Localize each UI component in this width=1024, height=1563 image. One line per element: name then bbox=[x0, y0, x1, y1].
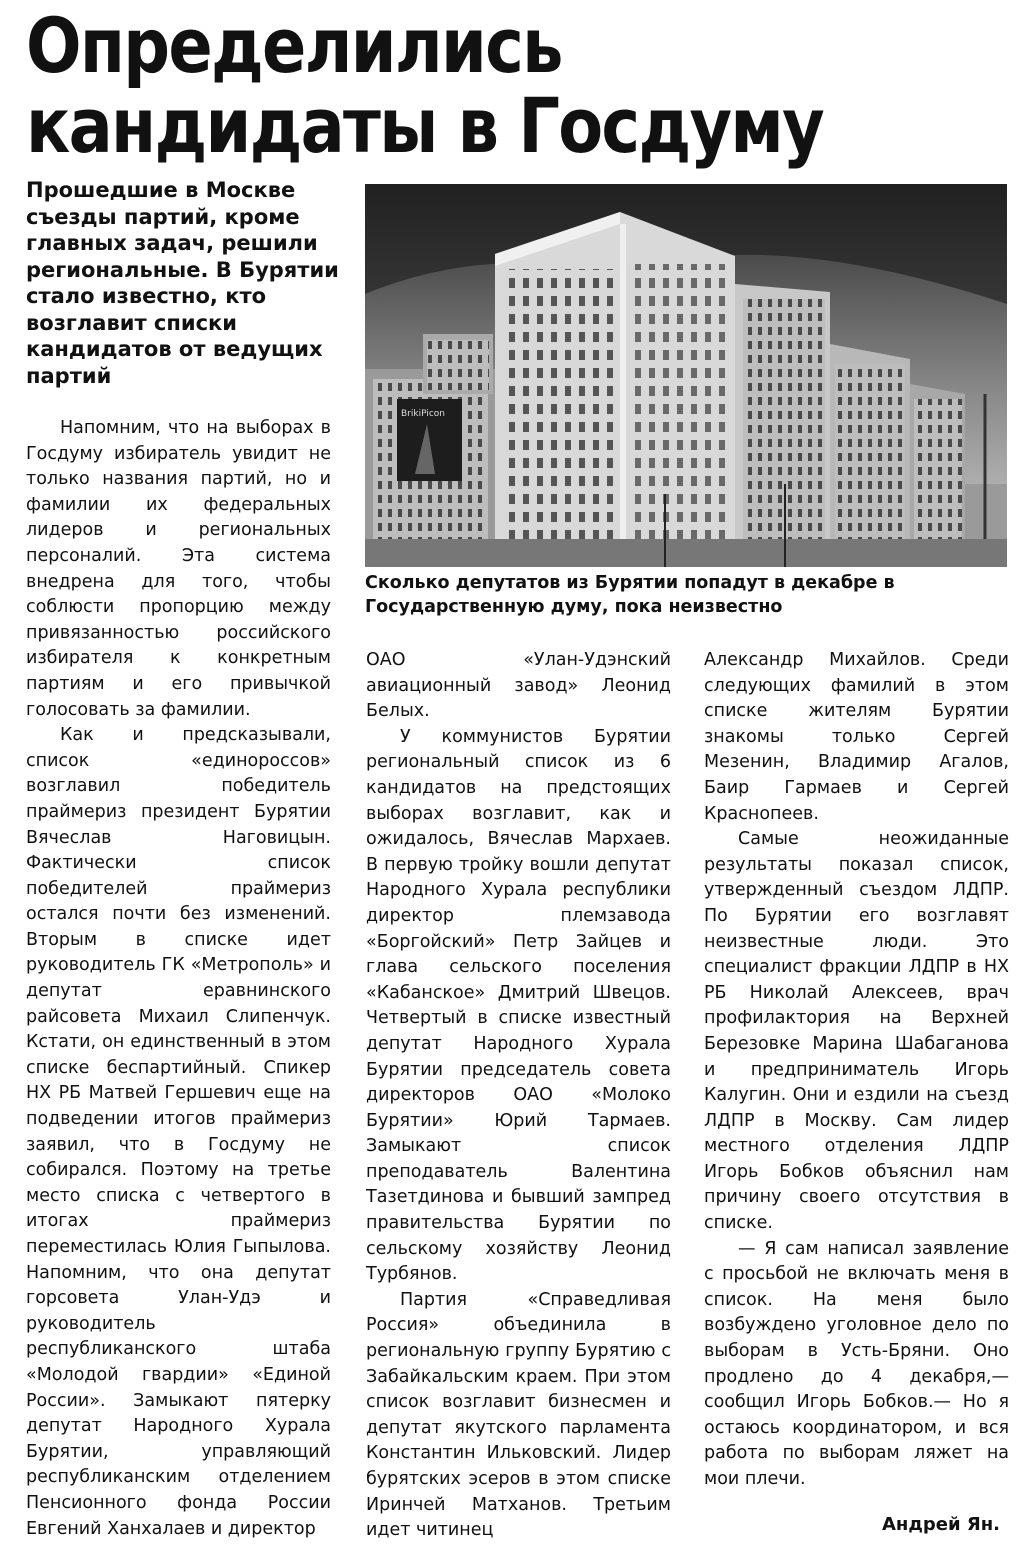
paragraph: Как и предсказывали, список «единороссов» возглавил победитель праймериз президент Бурятии Вячеслав Наговицын. Фактически список победителей праймериз остался почти без изменений. Вторым в списке идет руководитель ГК «Метрополь» и депутат еравнинского райсовета Михаил Слипенчук. Кстати, он единственный в этом списке беспартийный. Спикер НХ РБ Матвей Гершевич еще на подведении итогов праймериз заявил, что в Госдуму не собирался. Поэтому на третье место списка с четвертого в итогах праймериз переместилась Юлия Гыпылова. Напомним, что она депутат горсовета Улан-Удэ и руководитель республиканского штаба «Молодой гвардии» «Единой России». Замыкают пятерку депутат Народного Хурала Бурятии, управляющий республиканским отделением Пенсионного фонда России Евгений Ханхалаев и директор bbox=[26, 725, 331, 1539]
paragraph: У коммунистов Бурятии региональный список из 6 кандидатов на предстоящих выборах возглавит, как и ожидалось, Вячеслав Мархаев. В первую тройку вошли депутат Народного Хурала республики директор племзавода «Боргойский» Петр Зайцев и глава сельского поселения «Кабанское» Дмитрий Швецов. Четвертый в списке известный депутат Народного Хурала Бурятии председатель совета директоров ОАО «Молоко Бурятии» Юрий Тармаев. Замыкают список преподаватель Валентина Тазетдинова и бывший зампред правительства Бурятии по сельскому хозяйству Леонид Турбянов. bbox=[366, 726, 671, 1285]
paragraph: Самые неожиданные результаты показал список, утвержденный съездом ЛДПР. По Бурятии его возглавят неизвестные люди. Это специалист фракции ЛДПР в НХ РБ Николай Алексеев, врач профилактория на Верхней Березовке Марина Шабаганова и предприниматель Игорь Калугин. Они и ездили на съезд ЛДПР в Москву. Сам лидер местного отделения ЛДПР Игорь Бобков объяснил нам причину своего отсутствия в списке. bbox=[704, 829, 1009, 1234]
article-headline: Определились кандидаты в Госдуму bbox=[26, 1, 823, 170]
article-column-3 bbox=[704, 648, 1009, 1493]
photo-caption: Сколько депутатов из Бурятии попадут в декабре в Государственную думу, пока неизвестно bbox=[365, 573, 895, 617]
paragraph: Напомним, что на выборах в Госдуму избиратель увидит не только названия партий, но и фамилии их федеральных лидеров и региональных персоналий. Эта система внедрена для того, чтобы соблюсти пропорцию между привязанностью российского избирателя к конкретным партиям и его привычкой голосовать за фамилии. bbox=[26, 418, 331, 720]
paragraph: Александр Михайлов. Среди следующих фамилий в этом списке жителям Бурятии знакомы только Сергей Мезенин, Владимир Агалов, Баир Гармаев и Сергей Краснопеев. bbox=[704, 650, 1009, 824]
billboard-text: BrikiPicon bbox=[401, 409, 445, 419]
article-byline: Андрей Ян. bbox=[881, 1514, 1000, 1535]
article-lead: Прошедшие в Москве съезды партий, кроме главных задач, решили региональные. В Бурятии стало известно, кто возглавит списки кандидатов от ведущих партий bbox=[26, 178, 339, 388]
duma-building-photo bbox=[365, 184, 1007, 567]
article-column-1 bbox=[26, 416, 331, 1542]
article-column-2 bbox=[366, 648, 671, 1544]
paragraph: ОАО «Улан-Удэнский авиационный завод» Леонид Белых. bbox=[366, 650, 671, 722]
paragraph: Партия «Справедливая Россия» объединила в региональную группу Бурятию с Забайкальским краем. При этом список возглавит бизнесмен и депутат якутского парламента Константин Ильковский. Лидер бурятских эсеров в этом списке Иринчей Матханов. Третьим идет читинец bbox=[366, 1289, 671, 1541]
paragraph: — Я сам написал заявление с просьбой не включать меня в список. На меня было возбуждено уголовное дело по выборам в Усть-Бряни. Оно продлено до 4 декабря,— сообщил Игорь Бобков.— Но я остаюсь координатором, и вся работа по выборам ляжет на мои плечи. bbox=[704, 1238, 1009, 1489]
